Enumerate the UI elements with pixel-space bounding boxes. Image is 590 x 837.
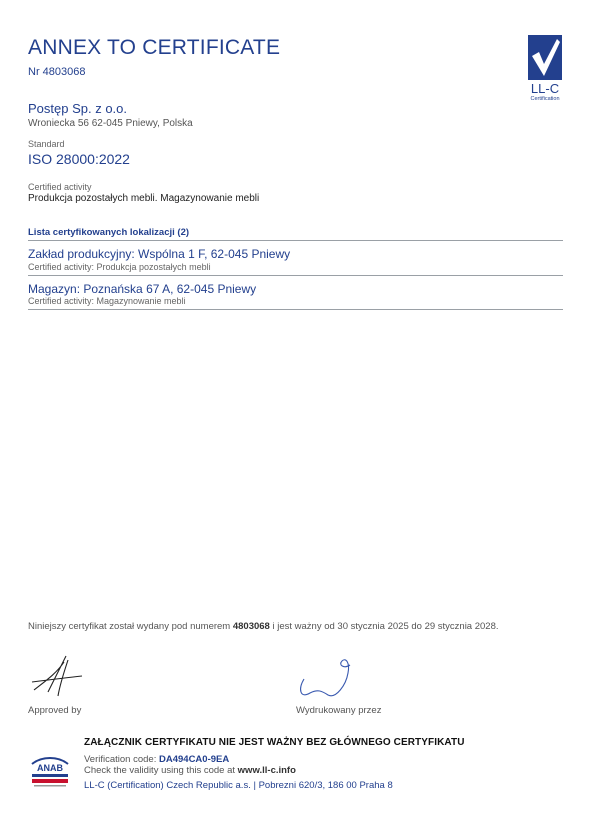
anab-text: ANAB (37, 763, 63, 773)
issuer-address: LL-C (Certification) Czech Republic a.s. | Pobrezni 620/3, 186 00 Praha 8 (84, 780, 393, 791)
location-activity: Certified activity: Produkcja pozostałych mebli (28, 262, 211, 272)
company-name: Postęp Sp. z o.o. (28, 101, 128, 116)
location-name: Zakład produkcyjny: Wspólna 1 F, 62-045 Pniewy (28, 247, 291, 261)
activity-label: Certified activity (28, 182, 92, 192)
anab-accreditation-icon (28, 754, 72, 795)
logo-subtext: Certification (530, 96, 560, 102)
location-name: Magazyn: Poznańska 67 A, 62-045 Pniewy (28, 282, 257, 296)
llc-logo (527, 34, 563, 111)
divider (28, 309, 563, 310)
company-address: Wroniecka 56 62-045 Pniewy, Polska (28, 118, 193, 129)
verification-label: Verification code: (84, 754, 157, 765)
divider (28, 275, 563, 276)
logo-text: LL-C (530, 81, 560, 96)
validity-number: 4803068 (232, 621, 270, 632)
approver-signature (30, 652, 86, 700)
annex-validity-notice: ZAŁĄCZNIK CERTYFIKATU NIE JEST WAŻNY BEZ GŁÓWNEGO CERTYFIKATU (84, 737, 465, 748)
standard-label: Standard (28, 139, 65, 149)
verification-code: DA494CA0-9EA (159, 754, 230, 765)
divider (28, 240, 563, 241)
validity-prefix: Niniejszy certyfikat został wydany pod numerem (28, 621, 231, 632)
verification-line (84, 754, 229, 765)
validity-suffix: i jest ważny od 30 stycznia 2025 do 29 stycznia 2028. (272, 621, 499, 632)
document-title: ANNEX TO CERTIFICATE (28, 36, 281, 59)
validity-statement (28, 621, 499, 632)
certificate-number: Nr 4803068 (28, 66, 86, 78)
printed-by-label: Wydrukowany przez (296, 705, 382, 716)
standard-value: ISO 28000:2022 (28, 151, 130, 167)
location-activity: Certified activity: Magazynowanie mebli (28, 296, 186, 306)
verification-url[interactable]: www.ll-c.info (237, 765, 296, 776)
activity-value: Produkcja pozostałych mebli. Magazynowanie mebli (28, 193, 260, 204)
check-validity-line (84, 765, 296, 776)
printer-signature (296, 655, 354, 701)
locations-heading: Lista certyfikowanych lokalizacji (2) (28, 227, 190, 238)
check-text: Check the validity using this code at (84, 765, 236, 776)
approved-by-label: Approved by (28, 705, 82, 716)
